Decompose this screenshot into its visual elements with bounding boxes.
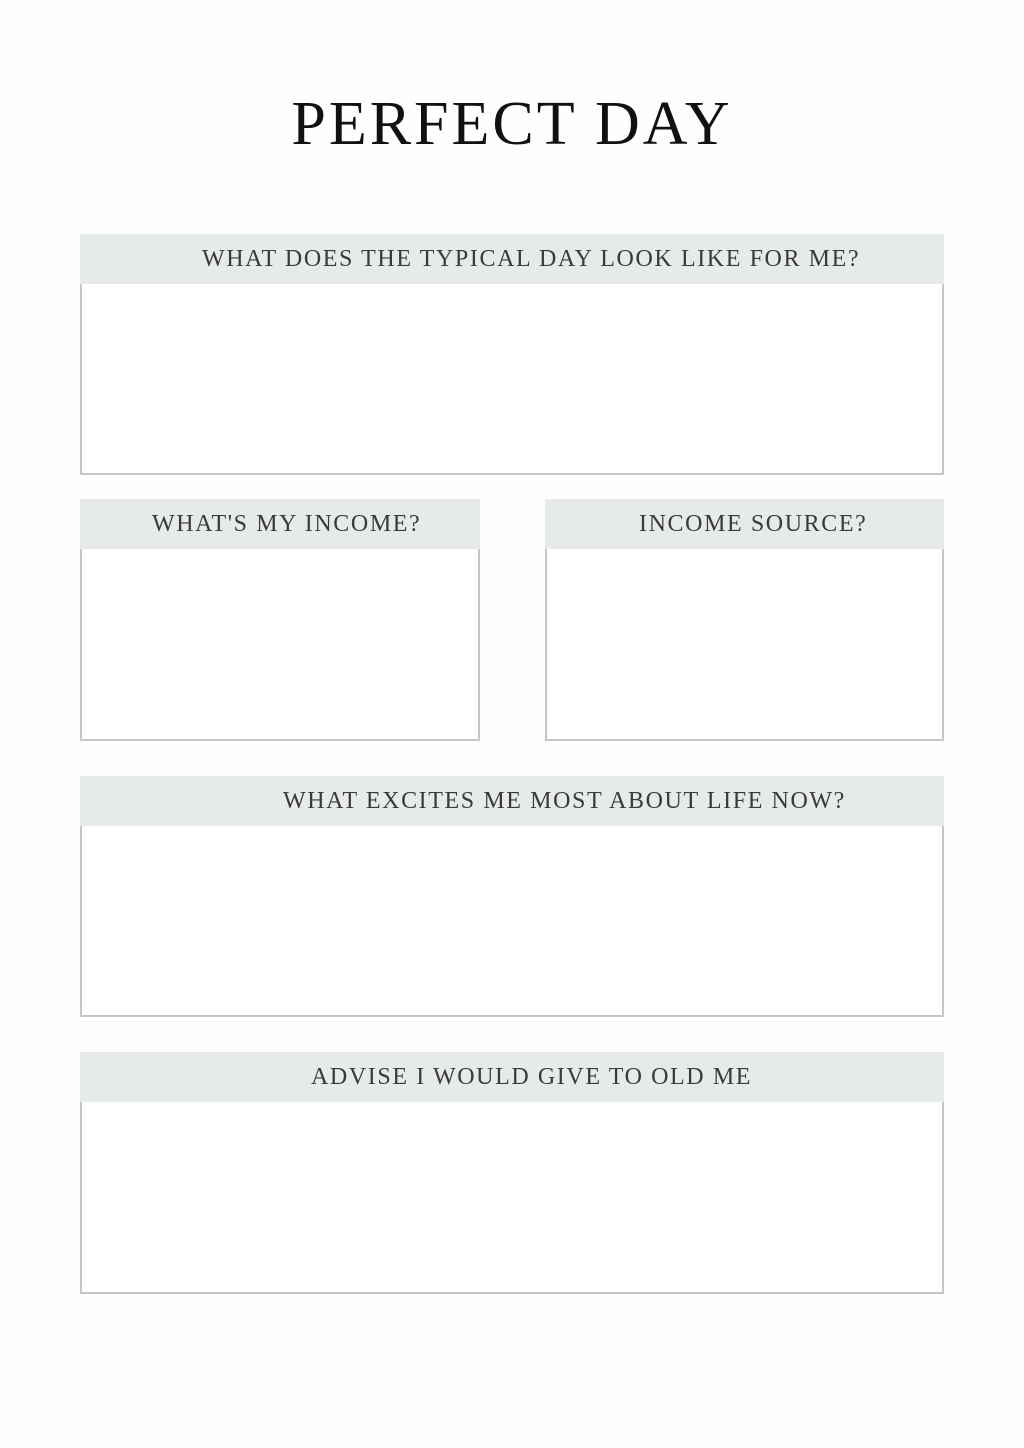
income-source-header — [545, 499, 944, 549]
excites-section — [80, 776, 944, 1017]
advise-header — [80, 1052, 944, 1102]
income-header-label: WHAT'S MY INCOME? — [152, 511, 422, 537]
income-section — [80, 499, 480, 741]
typical-day-section — [80, 234, 944, 475]
income-source-header-label: INCOME SOURCE? — [639, 511, 868, 537]
typical-day-header-label: WHAT DOES THE TYPICAL DAY LOOK LIKE FOR ME? — [202, 246, 861, 272]
advise-section — [80, 1052, 944, 1294]
advise-header-label: ADVISE I WOULD GIVE TO OLD ME — [311, 1064, 753, 1090]
excites-header — [80, 776, 944, 826]
excites-header-label: WHAT EXCITES ME MOST ABOUT LIFE NOW? — [283, 788, 846, 814]
page-title: PERFECT DAY — [291, 90, 733, 158]
income-header — [80, 499, 480, 549]
typical-day-header — [80, 234, 944, 284]
income-source-section — [545, 499, 944, 741]
